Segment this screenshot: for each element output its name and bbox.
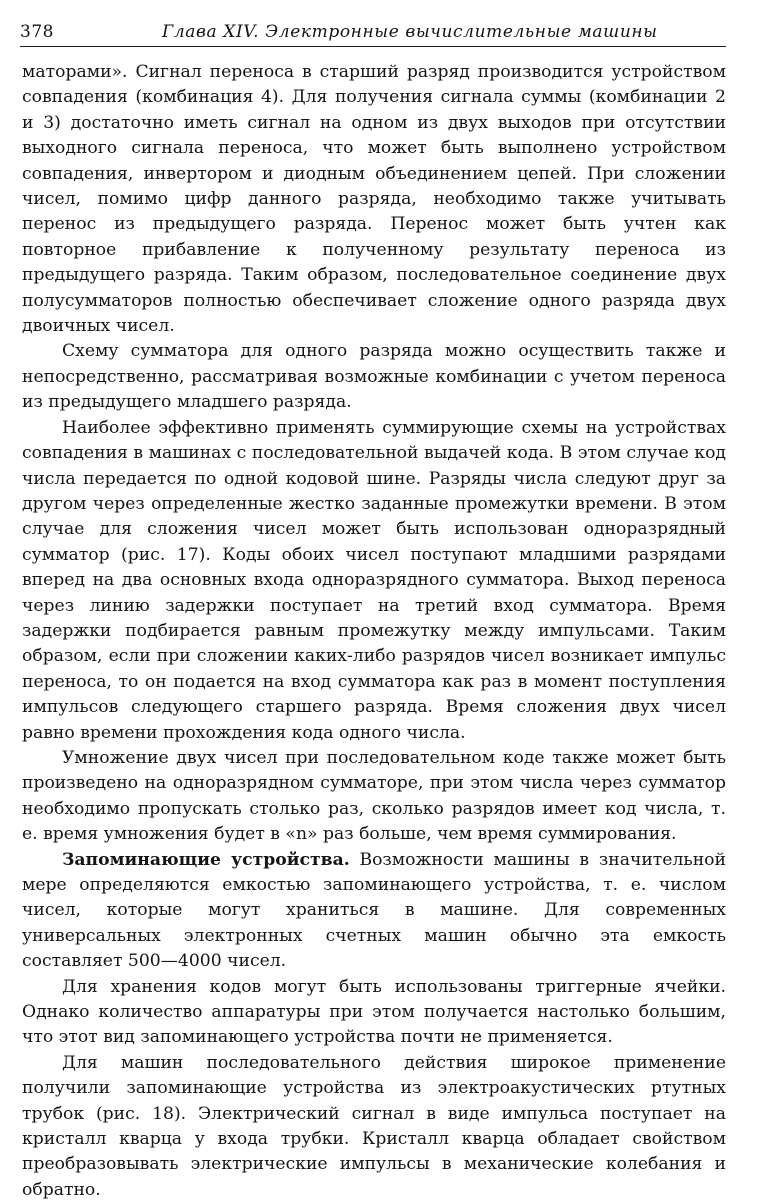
page-header xyxy=(20,16,726,47)
page-body xyxy=(22,60,726,1203)
section-text: Возможности машины в значительной мере определяются емкостью запоминающего устройства, т. е. числом чисел, которые могут храниться в машине. Для современных универсальных электронных счетных машин обычно эта емкость составляет 500—4000 чисел. xyxy=(22,849,726,972)
paragraph-continuation: маторами». Сигнал переноса в старший разряд производится устройством совпадения (комбинация 4). Для получения сигнала суммы (комбинации 2 и 3) достаточно иметь сигнал на одном из двух выходов при отсутствии выходного сигнала переноса, что может быть выполнено устройством совпадения, инвертором и диодным объединением цепей. При сложении чисел, помимо цифр данного разряда, необходимо также учитывать перенос из предыдущего разряда. Перенос может быть учтен как повторное прибавление к полученному результату переноса из предыдущего разряда. Таким образом, последовательное соединение двух полусумматоров полностью обеспечивает сложение одного разряда двух двоичных чисел. xyxy=(22,62,726,337)
paragraph: Схему сумматора для одного разряда можно осуществить также и непосредственно, рассматривая возможные комбинации с учетом переноса из предыдущего младшего разряда. xyxy=(22,341,726,413)
section-heading: Запоминающие устройства. xyxy=(62,849,350,870)
paragraph: Наиболее эффективно применять суммирующие схемы на устройствах совпадения в машинах с последовательной выдачей кода. В этом случае код числа передается по одной кодовой шине. Разряды числа следуют друг за другом через определенные жестко заданные промежутки времени. В этом случае для сложения чисел может быть использован одноразрядный сумматор (рис. 17). Коды обоих чисел поступают младшими разрядами вперед на два основных входа одноразрядного сумматора. Выход переноса через линию задержки поступает на третий вход сумматора. Время задержки подбирается равным промежутку между импульсами. Таким образом, если при сложении каких-либо разрядов чисел возникает импульс переноса, то он подается на вход сумматора как раз в момент поступления импульсов следующего старшего разряда. Время сложения двух чисел равно времени прохождения кода одного числа. xyxy=(22,417,726,743)
paragraph: Умножение двух чисел при последовательном коде также может быть произведено на одноразрядном сумматоре, при этом числа через сумматор необходимо пропускать столько раз, сколько разрядов имеет код числа, т. е. время умножения будет в «n» раз больше, чем время суммирования. xyxy=(22,747,726,845)
running-head: Глава XIV. Электронные вычислительные машины xyxy=(162,22,658,42)
page-number: 378 xyxy=(20,22,54,42)
paragraph: Для машин последовательного действия широкое применение получили запоминающие устройства из электроакустических ртутных трубок (рис. 18). Электрический сигнал в виде импульса поступает на кристалл кварца у входа трубки. Кристалл кварца обладает свойством преобразовывать электрические импульсы в механические колебания и обратно. xyxy=(22,1052,726,1200)
paragraph-section xyxy=(22,848,726,975)
paragraph: Для хранения кодов могут быть использованы триггерные ячейки. Однако количество аппаратуры при этом получается настолько большим, что этот вид запоминающего устройства почти не применяется. xyxy=(22,976,726,1048)
